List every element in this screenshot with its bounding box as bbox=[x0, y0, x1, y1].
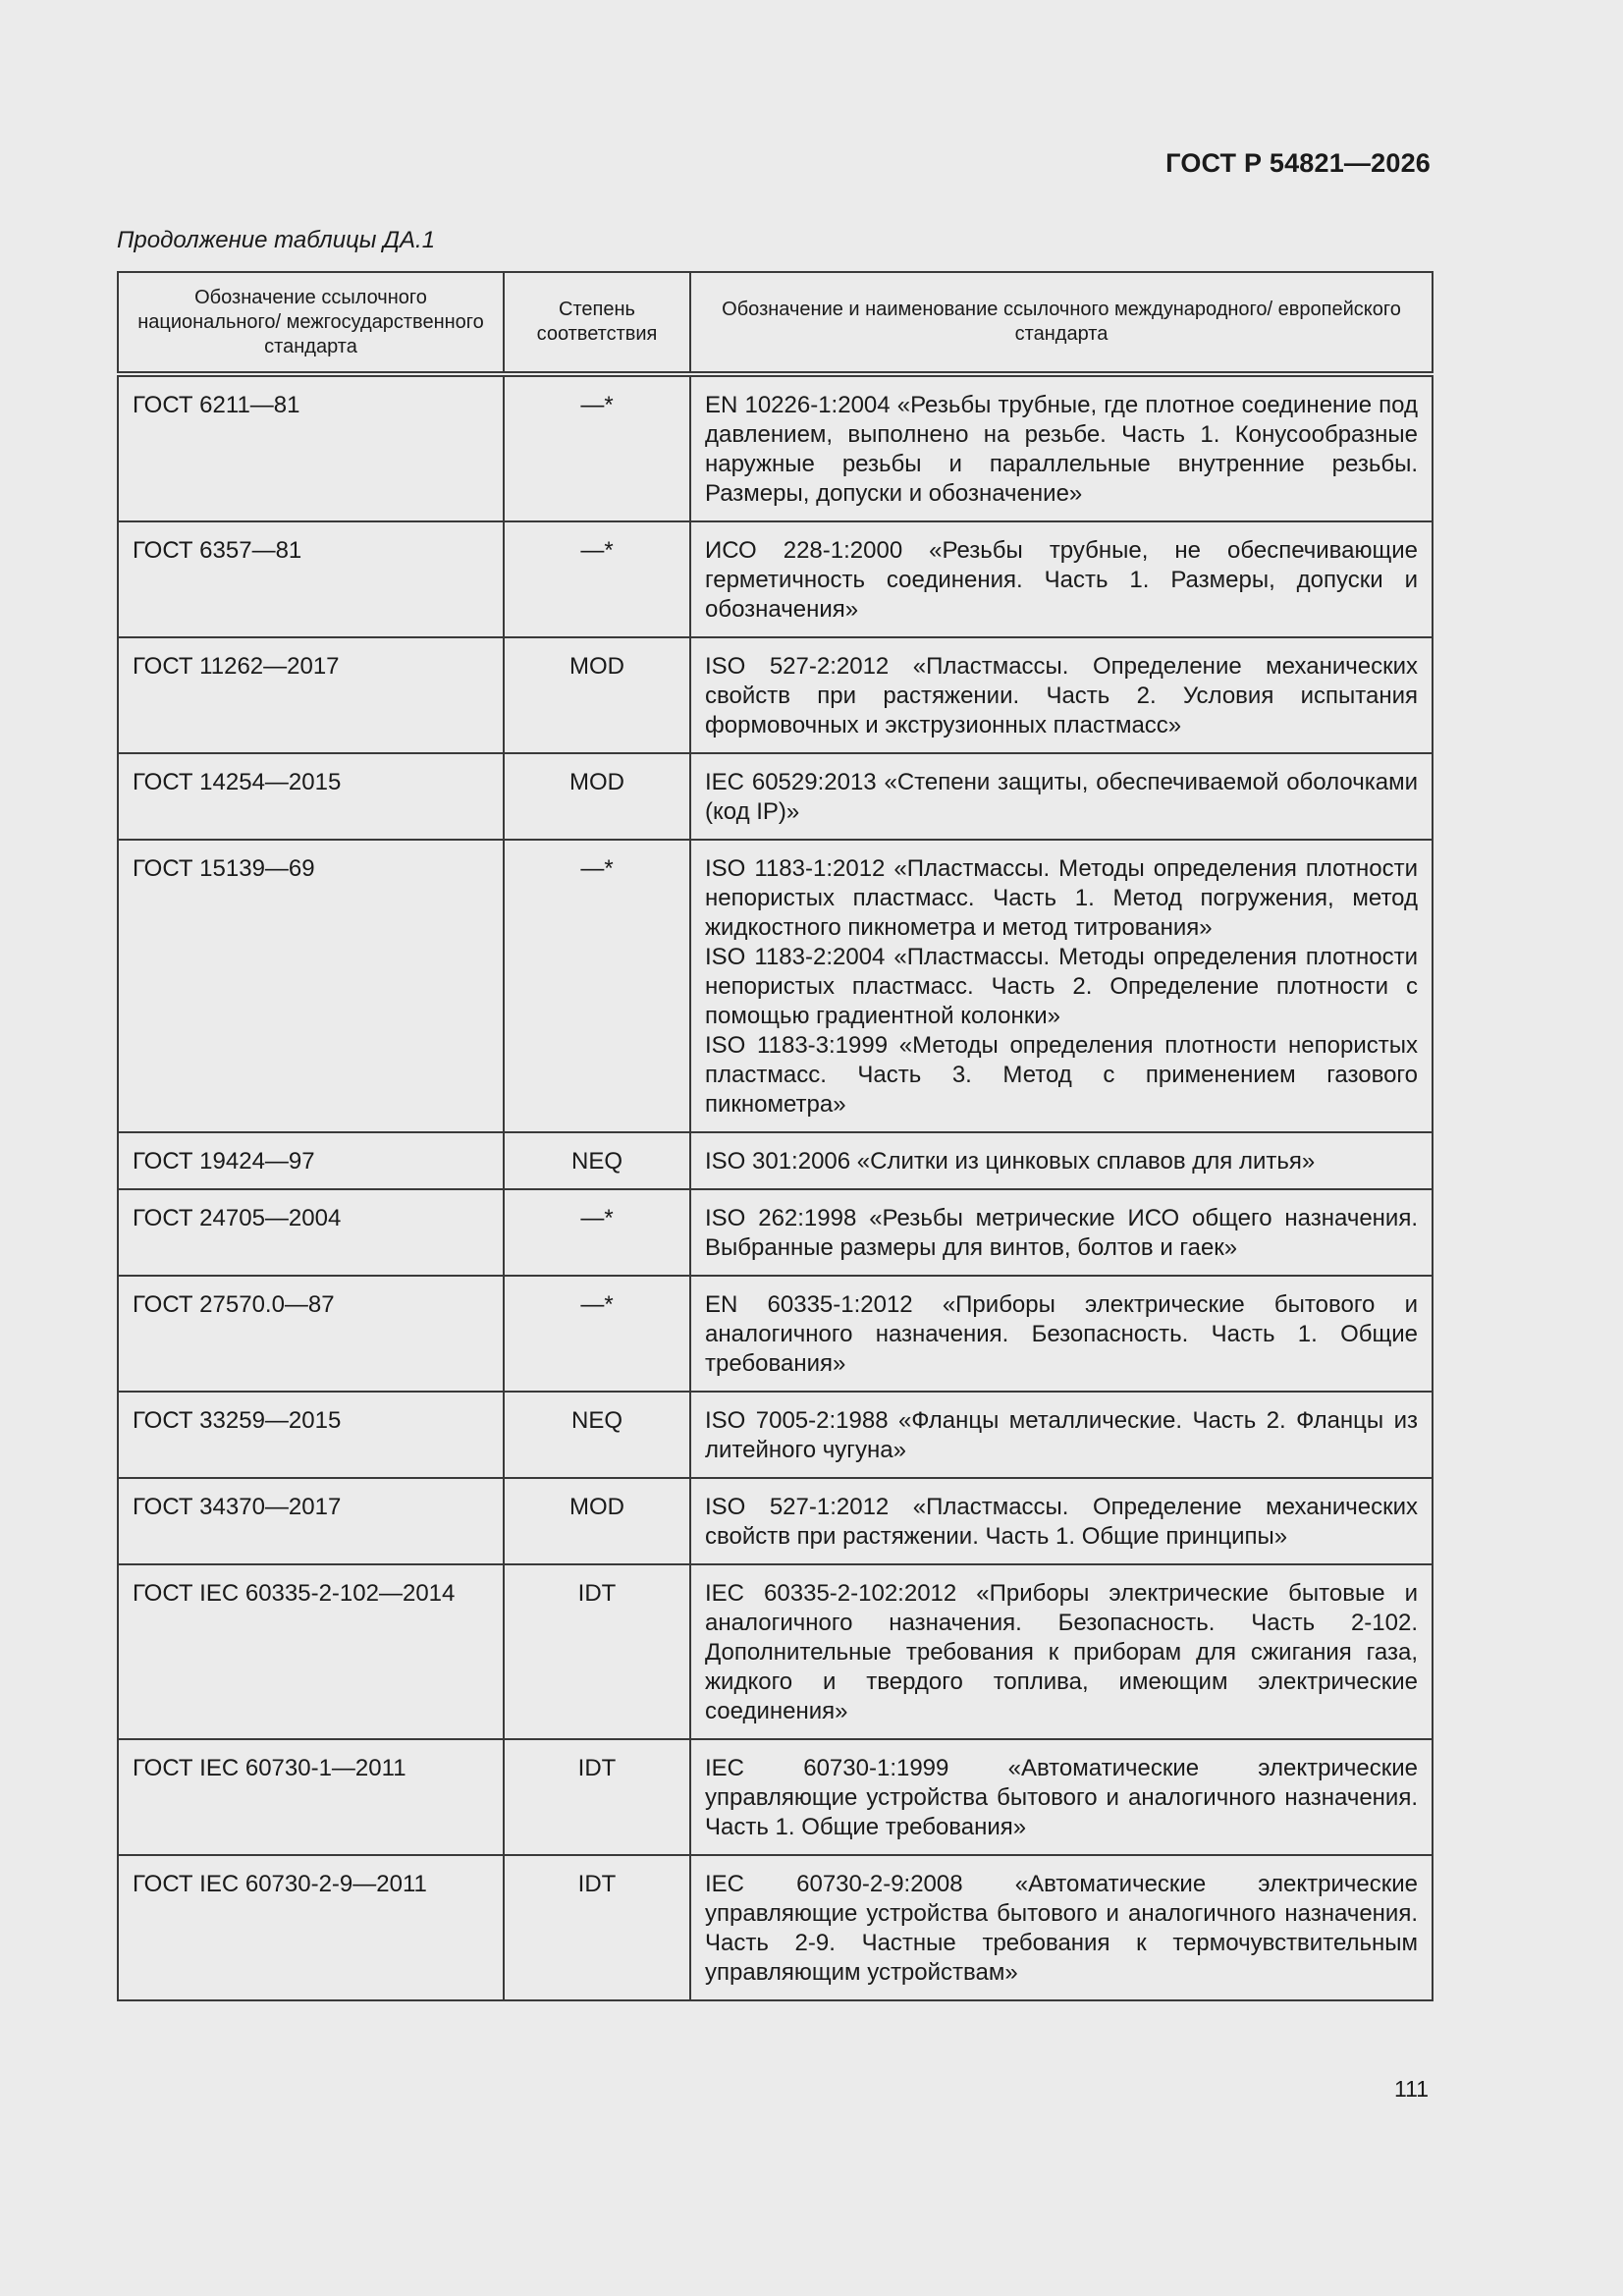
table-row bbox=[118, 1189, 1433, 1276]
reference-standards-table bbox=[117, 271, 1434, 2001]
national-standard-cell: ГОСТ 6211—81 bbox=[118, 374, 504, 521]
table-row bbox=[118, 840, 1433, 1132]
table-row bbox=[118, 1392, 1433, 1478]
international-standard-entry: ISO 1183-3:1999 «Методы определения плотности непористых пластмасс. Часть 3. Метод с применением газового пикнометра» bbox=[705, 1032, 1418, 1118]
table-row bbox=[118, 1855, 1433, 2000]
column-header-degree: Степень соответствия bbox=[504, 272, 690, 374]
national-standard-cell: ГОСТ 34370—2017 bbox=[118, 1478, 504, 1564]
national-standard-cell: ГОСТ 27570.0—87 bbox=[118, 1276, 504, 1392]
national-standard-cell: ГОСТ IEC 60730-2-9—2011 bbox=[118, 1855, 504, 2000]
degree-cell: IDT bbox=[504, 1855, 690, 2000]
international-standard-entry: ISO 527-2:2012 «Пластмассы. Определение механических свойств при растяжении. Часть 2. Условия испытания формовочных и экструзионных пластмасс» bbox=[705, 653, 1418, 738]
international-standard-entry: EN 60335-1:2012 «Приборы электрические бытового и аналогичного назначения. Безопасность. Часть 1. Общие требования» bbox=[705, 1291, 1418, 1377]
national-standard-cell: ГОСТ IEC 60335-2-102—2014 bbox=[118, 1564, 504, 1739]
degree-cell: NEQ bbox=[504, 1132, 690, 1189]
international-standard-cell bbox=[690, 1478, 1433, 1564]
international-standard-entry: ISO 262:1998 «Резьбы метрические ИСО общего назначения. Выбранные размеры для винтов, болтов и гаек» bbox=[705, 1205, 1418, 1261]
international-standard-entry: IEC 60529:2013 «Степени защиты, обеспечиваемой оболочками (код IP)» bbox=[705, 769, 1418, 825]
national-standard-cell: ГОСТ 24705—2004 bbox=[118, 1189, 504, 1276]
degree-cell: —* bbox=[504, 1189, 690, 1276]
national-standard-cell: ГОСТ 6357—81 bbox=[118, 521, 504, 637]
table-row bbox=[118, 753, 1433, 840]
degree-cell: —* bbox=[504, 1276, 690, 1392]
document-code: ГОСТ Р 54821—2026 bbox=[1165, 148, 1431, 178]
international-standard-entry: ISO 527-1:2012 «Пластмассы. Определение механических свойств при растяжении. Часть 1. Общие принципы» bbox=[705, 1494, 1418, 1550]
national-standard-cell: ГОСТ 33259—2015 bbox=[118, 1392, 504, 1478]
international-standard-entry: ISO 1183-2:2004 «Пластмассы. Методы определения плотности непористых пластмасс. Часть 2. Определение плотности с помощью градиентной колонки» bbox=[705, 944, 1418, 1029]
international-standard-entry: IEC 60730-2-9:2008 «Автоматические электрические управляющие устройства бытового и аналогичного назначения. Часть 2-9. Частные требования к термочувствительным управляющим устройствам» bbox=[705, 1871, 1418, 1986]
page-number: 111 bbox=[1394, 2076, 1429, 2102]
international-standard-cell bbox=[690, 374, 1433, 521]
international-standard-entry: EN 10226-1:2004 «Резьбы трубные, где плотное соединение под давлением, выполнено на резьбе. Часть 1. Конусообразные наружные резьбы и параллельные внутренние резьбы. Размеры, допуски и обозначение» bbox=[705, 392, 1418, 507]
international-standard-entry: IEC 60335-2-102:2012 «Приборы электрические бытовые и аналогичного назначения. Безопасность. Часть 2-102. Дополнительные требования к приборам для сжигания газа, жидкого и твердого топлива, имеющим электрические соединения» bbox=[705, 1580, 1418, 1724]
degree-cell: —* bbox=[504, 840, 690, 1132]
table-body bbox=[118, 374, 1433, 2000]
international-standard-entry: IEC 60730-1:1999 «Автоматические электрические управляющие устройства бытового и аналогичного назначения. Часть 1. Общие требования» bbox=[705, 1755, 1418, 1840]
international-standard-cell bbox=[690, 1855, 1433, 2000]
international-standard-cell bbox=[690, 1276, 1433, 1392]
national-standard-cell: ГОСТ 15139—69 bbox=[118, 840, 504, 1132]
table-caption: Продолжение таблицы ДА.1 bbox=[117, 227, 436, 253]
degree-cell: IDT bbox=[504, 1739, 690, 1855]
table-row bbox=[118, 1132, 1433, 1189]
degree-cell: MOD bbox=[504, 753, 690, 840]
degree-cell: —* bbox=[504, 521, 690, 637]
national-standard-cell: ГОСТ 14254—2015 bbox=[118, 753, 504, 840]
international-standard-entry: ИСО 228-1:2000 «Резьбы трубные, не обеспечивающие герметичность соединения. Часть 1. Размеры, допуски и обозначения» bbox=[705, 537, 1418, 623]
international-standard-cell bbox=[690, 840, 1433, 1132]
degree-cell: MOD bbox=[504, 637, 690, 753]
table-row bbox=[118, 637, 1433, 753]
table-row bbox=[118, 1739, 1433, 1855]
column-header-national-standard: Обозначение ссылочного национального/ межгосударственного стандарта bbox=[118, 272, 504, 374]
table-header-row bbox=[118, 272, 1433, 374]
column-header-international-standard: Обозначение и наименование ссылочного международного/ европейского стандарта bbox=[690, 272, 1433, 374]
degree-cell: NEQ bbox=[504, 1392, 690, 1478]
international-standard-cell bbox=[690, 1739, 1433, 1855]
national-standard-cell: ГОСТ 19424—97 bbox=[118, 1132, 504, 1189]
table-row bbox=[118, 521, 1433, 637]
degree-cell: IDT bbox=[504, 1564, 690, 1739]
national-standard-cell: ГОСТ IEC 60730-1—2011 bbox=[118, 1739, 504, 1855]
international-standard-entry: ISO 1183-1:2012 «Пластмассы. Методы определения плотности непористых пластмасс. Часть 1. Метод погружения, метод жидкостного пикнометра и метод титрования» bbox=[705, 855, 1418, 941]
international-standard-cell bbox=[690, 1392, 1433, 1478]
international-standard-cell bbox=[690, 521, 1433, 637]
degree-cell: MOD bbox=[504, 1478, 690, 1564]
table-row bbox=[118, 1276, 1433, 1392]
degree-cell: —* bbox=[504, 374, 690, 521]
international-standard-cell bbox=[690, 637, 1433, 753]
international-standard-cell bbox=[690, 1189, 1433, 1276]
national-standard-cell: ГОСТ 11262—2017 bbox=[118, 637, 504, 753]
table-row bbox=[118, 374, 1433, 521]
international-standard-entry: ISO 7005-2:1988 «Фланцы металлические. Часть 2. Фланцы из литейного чугуна» bbox=[705, 1407, 1418, 1463]
international-standard-cell bbox=[690, 1132, 1433, 1189]
international-standard-entry: ISO 301:2006 «Слитки из цинковых сплавов для литья» bbox=[705, 1148, 1316, 1175]
international-standard-cell bbox=[690, 1564, 1433, 1739]
international-standard-cell bbox=[690, 753, 1433, 840]
table-row bbox=[118, 1478, 1433, 1564]
table-row bbox=[118, 1564, 1433, 1739]
